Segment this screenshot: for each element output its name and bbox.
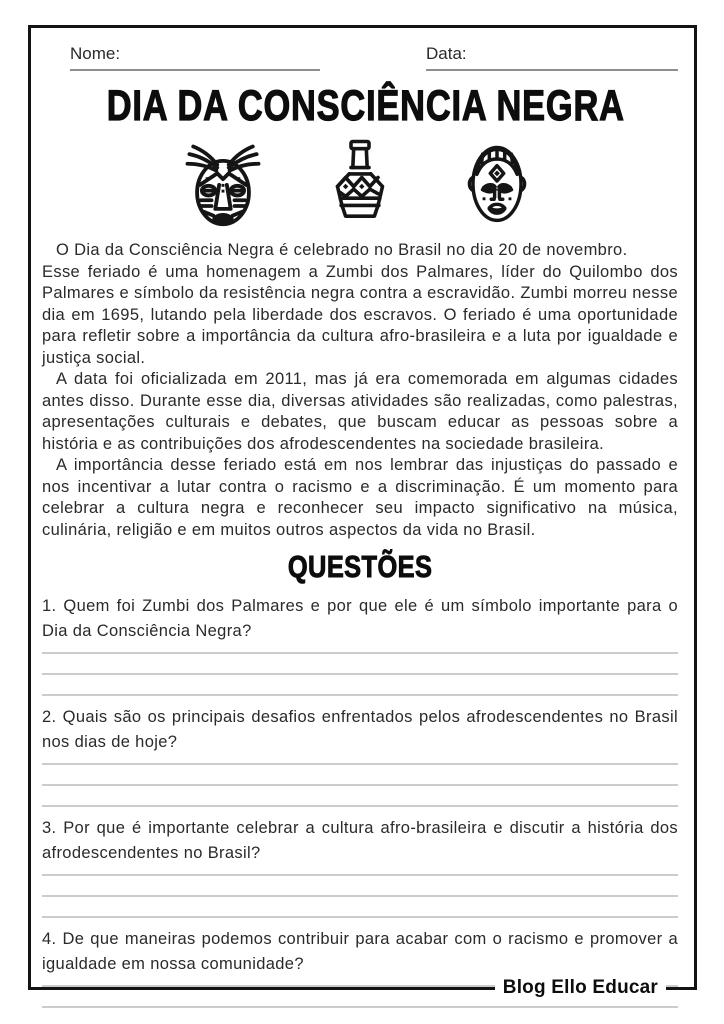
footer-brand: Blog Ello Educar	[495, 977, 666, 999]
answer-line	[42, 675, 678, 696]
intro-paragraph-1: O Dia da Consciência Negra é celebrado no Brasil no dia 20 de novembro.	[56, 241, 628, 259]
answer-line	[42, 654, 678, 675]
header-fields-row	[42, 44, 678, 71]
question-1	[42, 594, 678, 696]
answer-line	[42, 765, 678, 786]
worksheet-content	[42, 44, 678, 1008]
tribal-mask-icon	[175, 134, 271, 230]
date-label: Data:	[426, 44, 467, 63]
answer-line	[42, 876, 678, 897]
question-3-text: 3. Por que é importante celebrar a cultura afro-brasileira e discutir a história dos afrodescendentes no Brasil?	[42, 819, 678, 862]
african-mask-icon	[449, 134, 545, 230]
name-field	[70, 44, 320, 71]
intro-paragraph-3: A data foi oficializada em 2011, mas já era comemorada em algumas cidades antes disso. Durante esse dia, diversas atividades são realizadas, como palestras, apresentações culturais e debates, que buscam educar as pessoas sobre a história e as contribuições dos afrodescendentes na sociedade brasileira.	[42, 370, 678, 453]
question-1-text: 1. Quem foi Zumbi dos Palmares e por que ele é um símbolo importante para o Dia da Consciência Negra?	[42, 597, 678, 640]
answer-line	[42, 897, 678, 918]
page-title: DIA DA CONSCIÊNCIA NEGRA	[106, 82, 625, 130]
question-3-answer-lines	[42, 865, 678, 918]
question-3	[42, 816, 678, 918]
answer-line	[42, 754, 678, 765]
question-2-text: 2. Quais são os principais desafios enfrentados pelos afrodescendentes no Brasil nos dias de hoje?	[42, 708, 678, 751]
answer-line	[42, 865, 678, 876]
question-2-answer-lines	[42, 754, 678, 807]
question-4-text: 4. De que maneiras podemos contribuir para acabar com o racismo e promover a igualdade em nossa comunidade?	[42, 930, 678, 973]
intro-paragraph-2: Esse feriado é uma homenagem a Zumbi dos Palmares, líder do Quilombo dos Palmares e símbolo da resistência negra contra a escravidão. Zumbi morreu nesse dia em 1695, lutando pela liberdade dos escravos. O feriado é uma oportunidade para refletir sobre a importância da cultura afro-brasileira e a luta por igualdade e justiça social.	[42, 262, 678, 367]
intro-paragraph-4: A importância desse feriado está em nos lembrar das injustiças do passado e nos incentivar a lutar contra o racismo e a discriminação. É um momento para celebrar a cultura negra e reconhecer seu impacto significativo na música, culinária, religião e em muitos outros aspectos da vida no Brasil.	[42, 456, 678, 539]
question-1-answer-lines	[42, 643, 678, 696]
date-field	[426, 44, 678, 71]
question-2	[42, 705, 678, 807]
african-vase-icon	[315, 136, 405, 228]
questions-heading: QUESTÕES	[287, 549, 433, 584]
answer-line	[42, 786, 678, 807]
answer-line	[42, 643, 678, 654]
decorative-icons-row	[42, 134, 678, 230]
name-label: Nome:	[70, 44, 121, 63]
